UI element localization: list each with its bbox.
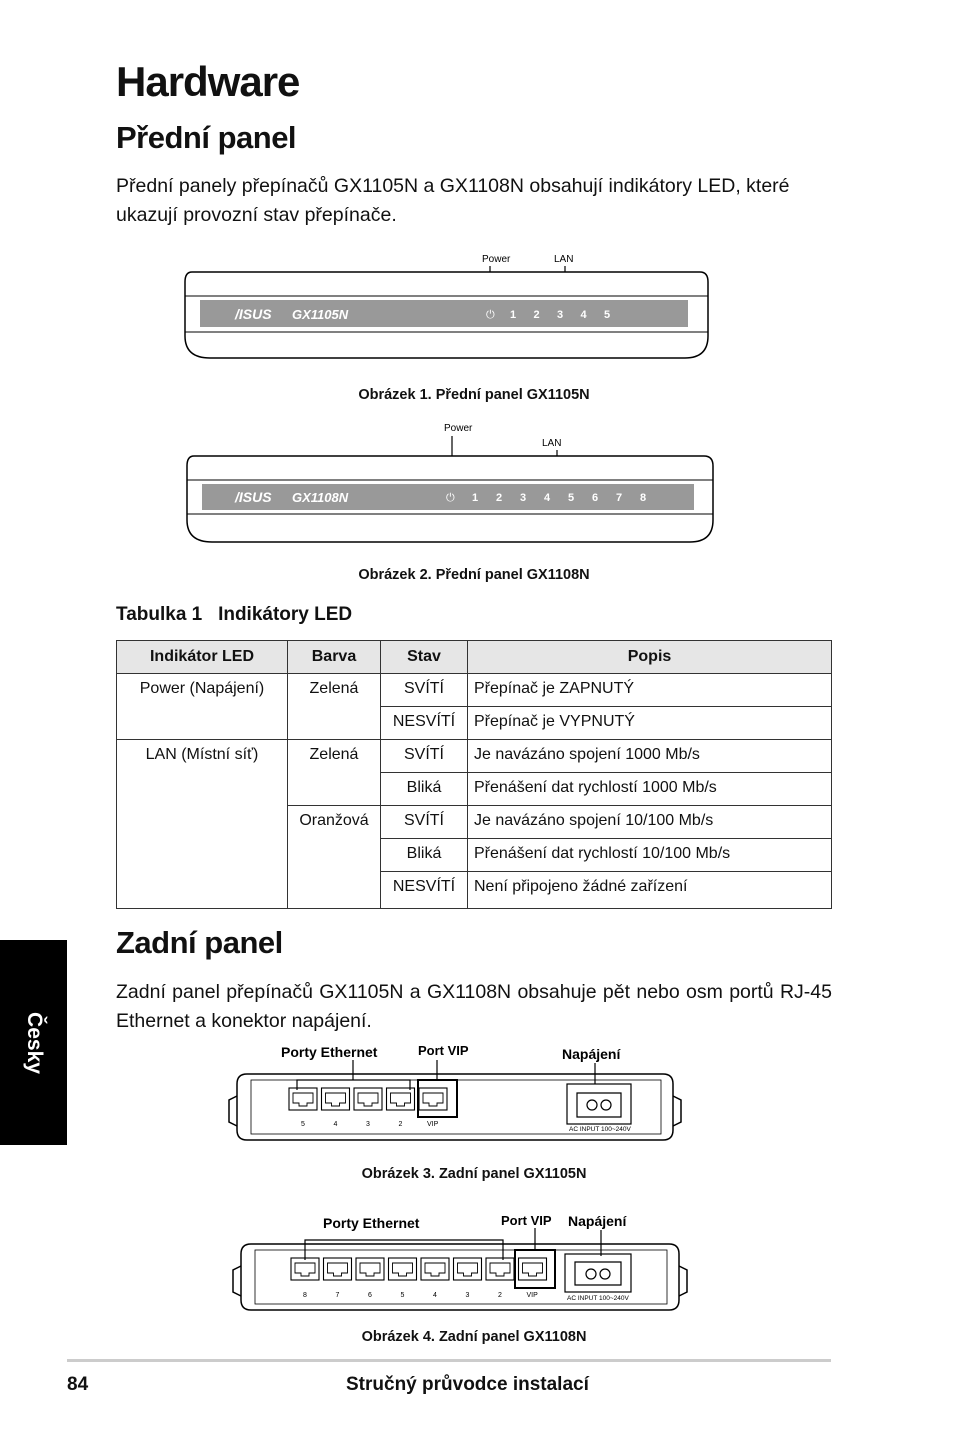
page-number: 84 — [67, 1374, 89, 1395]
table-cell: Je navázáno spojení 10/100 Mb/s — [468, 806, 832, 839]
front-panel-heading: Přední panel — [116, 120, 297, 155]
vip-port-label: Port VIP — [418, 1043, 469, 1058]
column-header: Stav — [381, 641, 468, 674]
footer-divider — [67, 1359, 831, 1362]
table-cell: NESVÍTÍ — [381, 707, 468, 740]
port-number-label: VIP — [427, 1121, 439, 1128]
port-number-label: 7 — [335, 1292, 340, 1299]
column-header: Barva — [288, 641, 381, 674]
table-row — [117, 674, 832, 707]
figure-2-caption: Obrázek 2. Přední panel GX1108N — [358, 567, 590, 583]
table-cell: Zelená — [288, 740, 381, 806]
lan-led-number: 2 — [533, 309, 540, 321]
lan-led-number: 7 — [616, 492, 623, 504]
lan-led-number: 2 — [496, 492, 503, 504]
table-cell: Přenášení dat rychlostí 10/100 Mb/s — [468, 839, 832, 872]
port-number-label: 4 — [333, 1121, 338, 1128]
language-side-tab — [0, 940, 67, 1145]
rear-panel-gx1108n-figure — [225, 1208, 690, 1314]
lan-led-number: 3 — [520, 492, 527, 504]
asus-logo: /ISUS — [235, 306, 272, 322]
front-panel-gx1108n-figure — [180, 420, 720, 550]
table-cell: Power (Napájení) — [117, 674, 288, 740]
port-number-label: VIP — [526, 1292, 538, 1299]
lan-led-number: 4 — [580, 309, 587, 321]
table-cell: SVÍTÍ — [381, 806, 468, 839]
power-label: Power — [444, 423, 473, 434]
port-number-label: 5 — [301, 1121, 305, 1128]
lan-label: LAN — [554, 254, 574, 265]
rear-panel-text: Zadní panel přepínačů GX1105N a GX1108N obsahuje pět nebo osm portů RJ-45 Ethernet a konektor napájení. — [116, 981, 832, 1032]
lan-led-number: 1 — [472, 492, 479, 504]
model-name: GX1105N — [292, 307, 349, 322]
table-cell: Není připojeno žádné zařízení — [468, 872, 832, 909]
lan-led-number: 6 — [592, 492, 599, 504]
rear-panel-gx1105n-figure — [225, 1038, 685, 1150]
asus-logo: /ISUS — [235, 489, 272, 505]
table-cell: Oranžová — [288, 806, 381, 909]
ethernet-ports-label: Porty Ethernet — [281, 1044, 378, 1060]
table-cell: LAN (Místní síť) — [117, 740, 288, 909]
lan-led-number: 1 — [510, 309, 517, 321]
power-led-icon: ⏻ — [486, 309, 495, 321]
ethernet-ports-label: Porty Ethernet — [323, 1215, 420, 1231]
power-label: Napájení — [568, 1213, 627, 1229]
port-number-label: 2 — [398, 1121, 403, 1128]
column-header: Popis — [468, 641, 832, 674]
power-label: Power — [482, 254, 511, 265]
power-label: Napájení — [562, 1046, 621, 1062]
led-indicator-table — [116, 640, 832, 909]
lan-led-number: 8 — [640, 492, 647, 504]
lan-label: LAN — [542, 438, 562, 449]
port-number-label: 3 — [366, 1121, 370, 1128]
table-cell: Je navázáno spojení 1000 Mb/s — [468, 740, 832, 773]
ac-input-label: AC INPUT 100~240V — [569, 1126, 631, 1133]
model-name: GX1108N — [292, 490, 349, 505]
front-panel-text: Přední panely přepínačů GX1105N a GX1108N obsahují indikátory LED, které ukazují provozní stav přepínače. — [116, 175, 790, 226]
table-cell: Přepínač je ZAPNUTÝ — [468, 674, 832, 707]
port-number-label: 4 — [433, 1292, 437, 1299]
port-number-label: 5 — [400, 1292, 405, 1299]
table-cell: Zelená — [288, 674, 381, 740]
power-led-icon: ⏻ — [446, 492, 455, 504]
footer-title: Stručný průvodce instalací — [346, 1374, 589, 1395]
lan-led-number: 5 — [568, 492, 575, 504]
vip-port-label: Port VIP — [501, 1213, 552, 1228]
column-header: Indikátor LED — [117, 641, 288, 674]
port-number-label: 8 — [303, 1292, 307, 1299]
port-number-label: 6 — [368, 1292, 372, 1299]
lan-led-number: 5 — [604, 309, 611, 321]
lan-led-number: 3 — [557, 309, 564, 321]
language-label: Česky — [22, 1011, 46, 1074]
table-title: Tabulka 1 Indikátory LED — [116, 604, 353, 625]
table-cell: NESVÍTÍ — [381, 872, 468, 909]
ac-input-label: AC INPUT 100~240V — [567, 1295, 629, 1302]
page-title: Hardware — [116, 58, 300, 105]
table-cell: Bliká — [381, 773, 468, 806]
lan-led-number: 4 — [544, 492, 551, 504]
rear-panel-heading: Zadní panel — [116, 925, 283, 960]
table-cell: Bliká — [381, 839, 468, 872]
figure-4-caption: Obrázek 4. Zadní panel GX1108N — [361, 1329, 587, 1345]
table-row — [117, 740, 832, 773]
table-cell: SVÍTÍ — [381, 674, 468, 707]
figure-3-caption: Obrázek 3. Zadní panel GX1105N — [361, 1166, 587, 1182]
port-number-label: 3 — [465, 1292, 470, 1299]
table-cell: Přenášení dat rychlostí 1000 Mb/s — [468, 773, 832, 806]
table-cell: Přepínač je VYPNUTÝ — [468, 707, 832, 740]
figure-1-caption: Obrázek 1. Přední panel GX1105N — [358, 387, 590, 403]
port-number-label: 2 — [498, 1292, 502, 1299]
front-panel-gx1105n-figure — [180, 250, 715, 365]
table-cell: SVÍTÍ — [381, 740, 468, 773]
